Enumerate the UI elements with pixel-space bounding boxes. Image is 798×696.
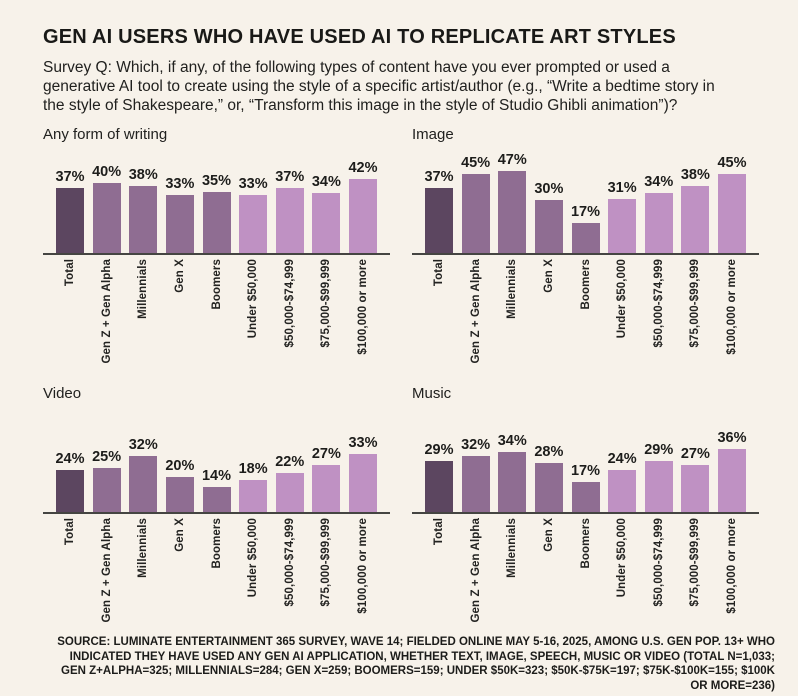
bar xyxy=(312,465,340,512)
category-label: Under $50,000 xyxy=(616,518,629,598)
value-label: 30% xyxy=(534,181,564,197)
chart-title: Image xyxy=(412,126,454,143)
category-label-cell xyxy=(199,518,235,569)
bar xyxy=(276,188,304,253)
category-label-cell xyxy=(162,259,198,293)
survey-question: Survey Q: Which, if any, of the following types of content have you ever prompted or used a generative AI tool to create using the style of a specific artist/author (e.g., “Write a bedtime story in the style of Shakespeare,” or, “Transform this image in the style of Studio Ghibli animation”)? xyxy=(43,59,715,114)
value-label: 14% xyxy=(201,468,232,484)
bar xyxy=(535,200,563,253)
bar xyxy=(718,174,746,253)
bar-slot xyxy=(494,152,530,253)
value-label: 42% xyxy=(348,160,378,176)
plot-area xyxy=(43,410,390,514)
plot-area xyxy=(412,410,759,514)
category-label: $50,000-$74,999 xyxy=(652,518,665,607)
bar xyxy=(498,171,526,253)
category-label: $100,000 or more xyxy=(357,518,369,614)
bar xyxy=(239,195,267,253)
chart-panel-4 xyxy=(412,385,759,631)
bar xyxy=(645,461,673,512)
bar-slot xyxy=(568,463,604,512)
category-label-cell xyxy=(494,259,530,319)
bar-slot xyxy=(641,174,677,253)
bar xyxy=(56,470,84,512)
category-label-cell xyxy=(272,259,308,347)
bar xyxy=(129,186,157,253)
bar xyxy=(608,470,636,512)
category-label-cell xyxy=(89,259,125,363)
bar-slot xyxy=(199,173,235,253)
category-label: Millennials xyxy=(137,259,150,319)
category-label-cell xyxy=(199,259,235,310)
category-label-cell xyxy=(272,518,308,606)
value-label: 24% xyxy=(55,451,85,467)
bar-slot xyxy=(272,454,308,512)
bar xyxy=(349,179,377,253)
category-label-cell xyxy=(125,259,161,319)
category-label-cell xyxy=(641,259,677,347)
value-label: 17% xyxy=(570,204,601,220)
bar xyxy=(462,174,490,253)
bar-slot xyxy=(604,180,640,253)
category-label: Millennials xyxy=(506,259,519,319)
bar-slot xyxy=(531,181,567,253)
x-axis-labels xyxy=(412,518,759,631)
value-label: 45% xyxy=(461,155,491,171)
bar-slot xyxy=(308,446,344,512)
value-label: 29% xyxy=(424,442,454,458)
bar-slot xyxy=(714,430,750,512)
bar-slot xyxy=(568,204,604,253)
value-label: 32% xyxy=(461,437,491,453)
category-label-cell xyxy=(604,518,640,597)
value-label: 37% xyxy=(424,169,454,185)
value-label: 38% xyxy=(680,167,710,183)
category-label: $75,000-$99,999 xyxy=(689,518,702,607)
plot-area xyxy=(43,151,390,255)
value-label: 47% xyxy=(497,152,527,168)
category-label-cell xyxy=(494,518,530,578)
value-label: 22% xyxy=(275,454,305,470)
category-label-cell xyxy=(89,518,125,622)
value-label: 20% xyxy=(165,458,195,474)
category-label-cell xyxy=(345,259,381,355)
bar-slot xyxy=(714,155,750,253)
bar-slot xyxy=(494,433,530,512)
value-label: 31% xyxy=(607,180,637,196)
plot-area xyxy=(412,151,759,255)
value-label: 28% xyxy=(534,444,564,460)
chart-panel-3 xyxy=(43,385,390,631)
bar xyxy=(535,463,563,512)
value-label: 27% xyxy=(311,446,341,462)
category-label: Gen Z + Gen Alpha xyxy=(100,518,113,623)
category-label-cell xyxy=(714,259,750,355)
category-label-cell xyxy=(421,259,457,286)
category-label-cell xyxy=(531,518,567,552)
bar xyxy=(93,183,121,253)
value-label: 29% xyxy=(644,442,674,458)
category-label: $50,000-$74,999 xyxy=(283,259,296,348)
bar-slot xyxy=(199,468,235,512)
bar-slot xyxy=(641,442,677,512)
bar xyxy=(498,452,526,512)
bar-slot xyxy=(677,446,713,512)
bar xyxy=(572,223,600,253)
category-label-cell xyxy=(52,518,88,545)
value-label: 37% xyxy=(55,169,85,185)
category-label: Millennials xyxy=(137,518,150,578)
value-label: 18% xyxy=(238,461,268,477)
bar xyxy=(608,199,636,253)
category-label: Boomers xyxy=(579,259,592,310)
bar-slot xyxy=(604,451,640,512)
category-label: $75,000-$99,999 xyxy=(689,259,702,348)
bar-slot xyxy=(89,449,125,512)
source-note: SOURCE: LUMINATE ENTERTAINMENT 365 SURVEY, WAVE 14; FIELDED ONLINE MAY 5-16, 2025, AMONG U.S. GEN POP. 13+ WHO INDICATED THEY HAVE USED ANY GEN AI APPLICATION, WHETHER TEXT, IMAGE, SPEECH, MUSIC OR VIDEO (TOTAL N=1,033; GEN Z+ALPHA=325; MILLENNIALS=284; GEN X=259; BOOMERS=159; UNDER $50K=323; $50K-$75K=197; $75K-$100K=155; $100K OR MORE=236) xyxy=(57,636,775,692)
bar xyxy=(129,456,157,512)
category-label: Total xyxy=(64,518,76,546)
category-label: Boomers xyxy=(579,518,592,569)
value-label: 33% xyxy=(165,176,195,192)
chart-title: Any form of writing xyxy=(43,126,168,143)
bar xyxy=(681,465,709,512)
bar xyxy=(203,487,231,512)
bar-slot xyxy=(52,451,88,512)
value-label: 34% xyxy=(644,174,674,190)
category-label: Total xyxy=(64,259,76,287)
bar xyxy=(166,195,194,253)
value-label: 34% xyxy=(311,174,341,190)
chart-title: Video xyxy=(43,385,82,402)
category-label-cell xyxy=(458,259,494,363)
category-label: Gen X xyxy=(542,259,555,293)
value-label: 27% xyxy=(680,446,710,462)
bar-slot xyxy=(272,169,308,253)
value-label: 45% xyxy=(717,155,747,171)
category-label: Millennials xyxy=(506,518,519,578)
bar-slot xyxy=(52,169,88,253)
category-label-cell xyxy=(677,259,713,347)
category-label-cell xyxy=(568,518,604,569)
bar-slot xyxy=(421,169,457,253)
value-label: 32% xyxy=(128,437,158,453)
bar xyxy=(425,461,453,512)
bar xyxy=(203,192,231,253)
bar-slot xyxy=(531,444,567,512)
category-label: Total xyxy=(433,259,445,287)
category-label: $100,000 or more xyxy=(726,259,738,355)
category-label: Gen Z + Gen Alpha xyxy=(100,259,113,364)
category-label: Under $50,000 xyxy=(616,259,629,339)
category-label-cell xyxy=(641,518,677,606)
category-label: Boomers xyxy=(210,259,223,310)
bar xyxy=(572,482,600,512)
bar-slot xyxy=(89,164,125,253)
category-label-cell xyxy=(677,518,713,606)
category-label: Gen Z + Gen Alpha xyxy=(469,518,482,623)
category-label: $75,000-$99,999 xyxy=(320,259,333,348)
category-label: Gen X xyxy=(173,518,186,552)
bar-slot xyxy=(162,176,198,253)
bar-slot xyxy=(458,155,494,253)
bar xyxy=(166,477,194,512)
bar xyxy=(56,188,84,253)
category-label: Boomers xyxy=(210,518,223,569)
bar xyxy=(425,188,453,253)
category-label: $100,000 or more xyxy=(357,259,369,355)
bar-slot xyxy=(235,461,271,512)
category-label-cell xyxy=(308,259,344,347)
bar-slot xyxy=(458,437,494,512)
bar xyxy=(645,193,673,253)
value-label: 25% xyxy=(92,449,122,465)
chart-panel-1 xyxy=(43,126,390,372)
category-label: $50,000-$74,999 xyxy=(283,518,296,607)
value-label: 36% xyxy=(717,430,747,446)
category-label-cell xyxy=(604,259,640,338)
bar xyxy=(718,449,746,512)
category-label: Gen X xyxy=(542,518,555,552)
bar-slot xyxy=(125,437,161,512)
bar xyxy=(462,456,490,512)
bar-slot xyxy=(345,435,381,512)
category-label-cell xyxy=(531,259,567,293)
value-label: 24% xyxy=(607,451,637,467)
value-label: 34% xyxy=(497,433,527,449)
bar-slot xyxy=(125,167,161,253)
category-label: $100,000 or more xyxy=(726,518,738,614)
category-label-cell xyxy=(458,518,494,622)
category-label: Gen X xyxy=(173,259,186,293)
value-label: 17% xyxy=(570,463,601,479)
bar-slot xyxy=(677,167,713,253)
bar xyxy=(276,473,304,512)
bar-slot xyxy=(162,458,198,512)
bar xyxy=(681,186,709,253)
category-label: Total xyxy=(433,518,445,546)
bar-slot xyxy=(345,160,381,253)
value-label: 38% xyxy=(128,167,158,183)
category-label-cell xyxy=(52,259,88,286)
category-label: $75,000-$99,999 xyxy=(320,518,333,607)
bar xyxy=(93,468,121,512)
bar-slot xyxy=(235,176,271,253)
x-axis-labels xyxy=(412,259,759,372)
chart-panel-2 xyxy=(412,126,759,372)
bar xyxy=(312,193,340,253)
x-axis-labels xyxy=(43,518,390,631)
bar xyxy=(349,454,377,512)
category-label: Gen Z + Gen Alpha xyxy=(469,259,482,364)
bar-slot xyxy=(308,174,344,253)
category-label-cell xyxy=(162,518,198,552)
chart-title: Music xyxy=(412,385,452,402)
category-label: Under $50,000 xyxy=(247,518,260,598)
value-label: 33% xyxy=(238,176,268,192)
value-label: 37% xyxy=(275,169,305,185)
category-label-cell xyxy=(125,518,161,578)
bar xyxy=(239,480,267,512)
category-label-cell xyxy=(235,518,271,597)
value-label: 40% xyxy=(92,164,122,180)
category-label: Under $50,000 xyxy=(247,259,260,339)
category-label: $50,000-$74,999 xyxy=(652,259,665,348)
bar-slot xyxy=(421,442,457,512)
charts-grid xyxy=(43,126,775,631)
category-label-cell xyxy=(568,259,604,310)
page-title: GEN AI USERS WHO HAVE USED AI TO REPLICATE ART STYLES xyxy=(43,26,676,48)
category-label-cell xyxy=(345,518,381,614)
x-axis-labels xyxy=(43,259,390,372)
value-label: 35% xyxy=(201,173,232,189)
category-label-cell xyxy=(714,518,750,614)
category-label-cell xyxy=(308,518,344,606)
category-label-cell xyxy=(421,518,457,545)
value-label: 33% xyxy=(348,435,378,451)
category-label-cell xyxy=(235,259,271,338)
